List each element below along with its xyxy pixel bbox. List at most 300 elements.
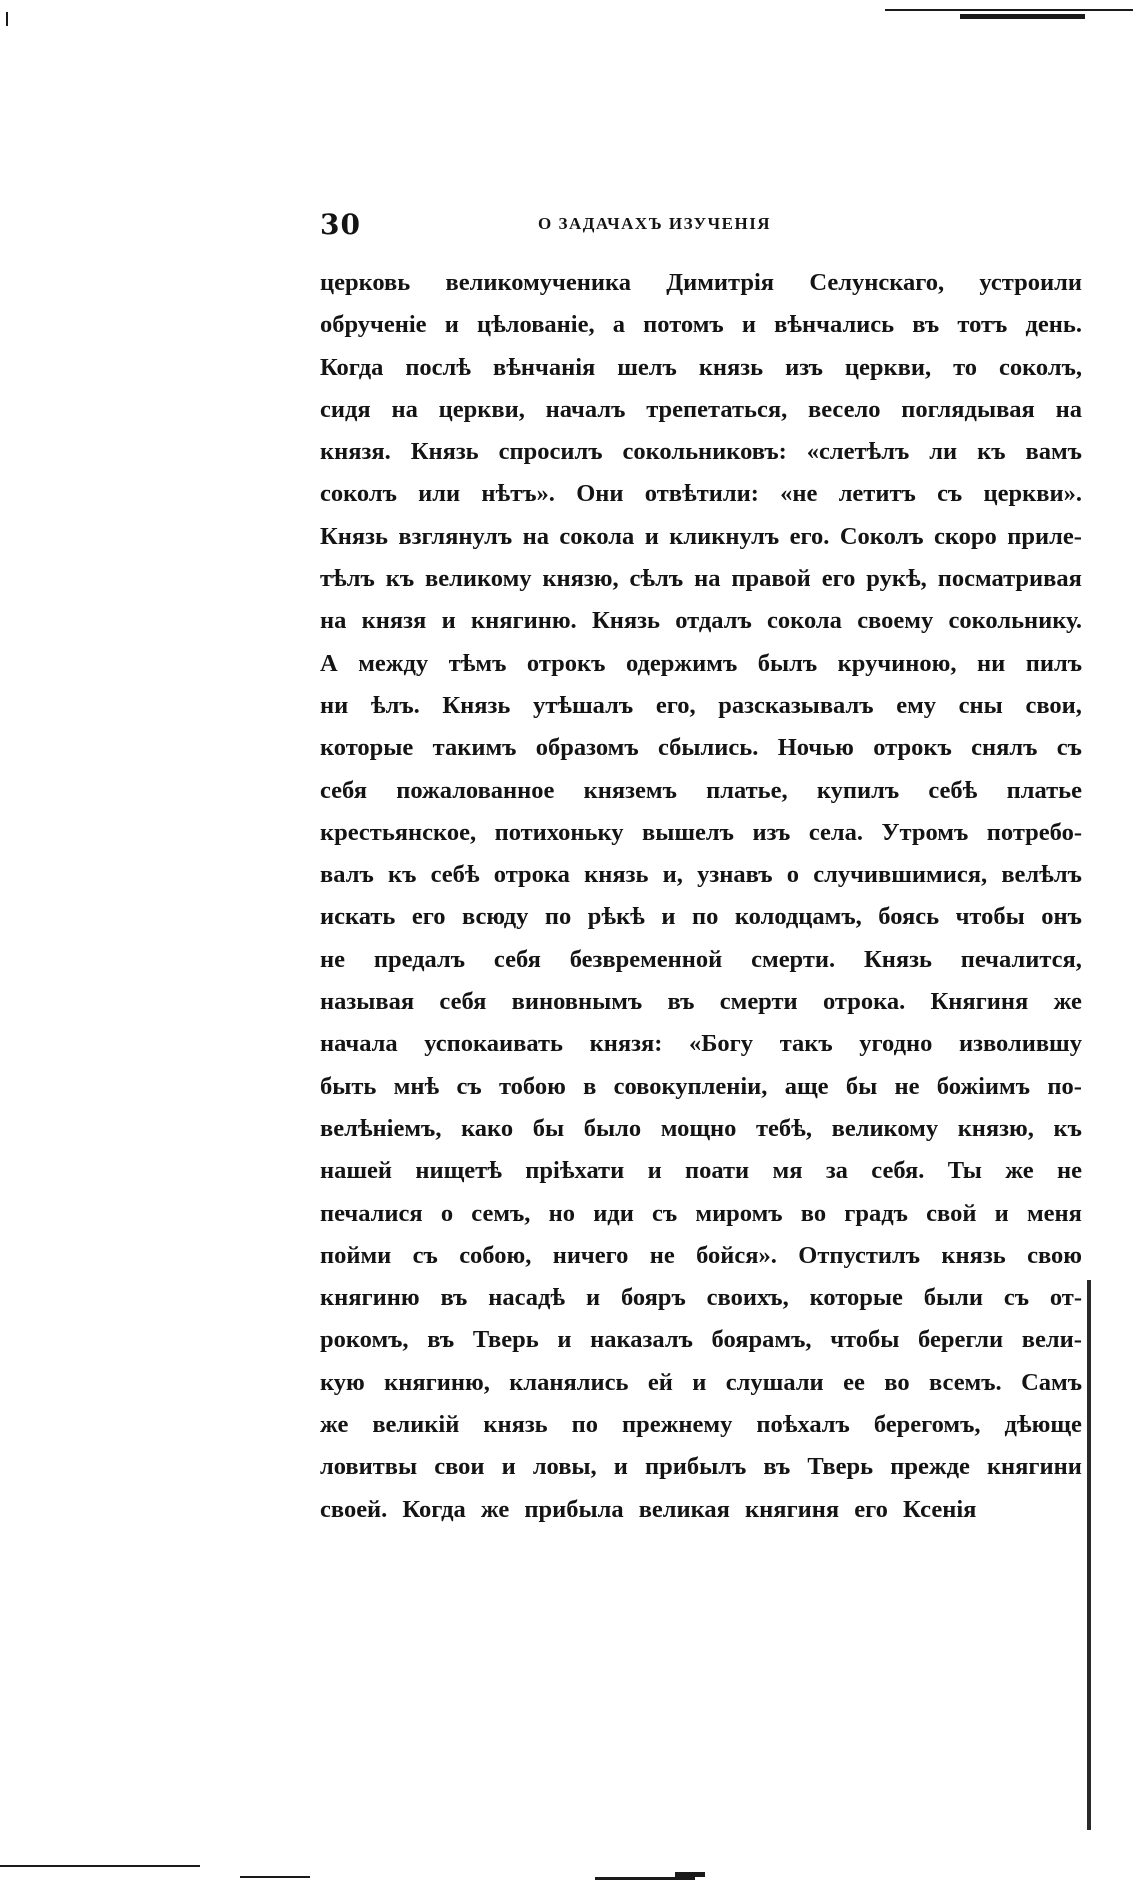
text-word: себя. xyxy=(871,1157,925,1185)
text-line xyxy=(320,1150,1082,1192)
text-word: наказалъ xyxy=(590,1326,693,1354)
text-word: нѣтъ». xyxy=(481,480,555,508)
text-word: Они xyxy=(576,480,624,508)
scan-artifact-line xyxy=(675,1872,705,1877)
text-line xyxy=(320,981,1082,1023)
text-word: совокупленіи, xyxy=(613,1072,768,1100)
text-word: боясь xyxy=(878,903,940,931)
text-line xyxy=(320,1277,1082,1319)
text-word: князю, xyxy=(957,1114,1034,1142)
text-word: его. xyxy=(789,522,830,550)
text-word: на xyxy=(522,522,549,550)
text-word: за xyxy=(825,1157,848,1185)
text-line xyxy=(320,516,1082,558)
text-word: Княгиня xyxy=(930,988,1029,1016)
text-word: княгиню, xyxy=(384,1368,490,1396)
text-word: слушали xyxy=(725,1368,824,1396)
text-word: велѣніемъ, xyxy=(320,1114,442,1142)
text-word: в xyxy=(583,1072,597,1100)
text-word: свои, xyxy=(1025,691,1082,719)
text-word: вели- xyxy=(1021,1326,1082,1354)
text-word: съ xyxy=(1003,1284,1030,1312)
text-word: а xyxy=(612,311,625,339)
text-word: иди xyxy=(593,1199,634,1227)
text-word: рѣкѣ xyxy=(587,903,645,931)
text-word: своему xyxy=(857,607,934,635)
text-word: отрокъ xyxy=(873,734,952,762)
text-word: и xyxy=(444,311,459,339)
text-word: же xyxy=(320,1411,349,1439)
text-word: князь xyxy=(941,1241,1006,1269)
text-word: сны xyxy=(958,691,1003,719)
text-line xyxy=(320,770,1082,812)
text-word: поглядывая xyxy=(901,395,1035,423)
text-word: весело xyxy=(808,395,881,423)
text-word: пилъ xyxy=(1025,649,1082,677)
text-word: и xyxy=(661,903,676,931)
text-word: тѣлъ xyxy=(320,565,375,593)
text-word: спросилъ xyxy=(498,438,603,466)
running-head: О ЗАДАЧАХЪ ИЗУЧЕНІЯ xyxy=(538,214,772,233)
text-word: между xyxy=(358,649,429,677)
text-word: взглянулъ xyxy=(398,522,513,550)
text-word: потомъ xyxy=(643,311,724,339)
text-word: себя xyxy=(320,776,367,804)
text-word: княземъ xyxy=(583,776,677,804)
text-word: на xyxy=(320,607,347,635)
text-word: Князь xyxy=(320,522,388,550)
text-word: себѣ xyxy=(928,776,978,804)
text-line xyxy=(320,1193,1082,1235)
text-word: князя. xyxy=(320,438,391,466)
text-word: цѣлованіе, xyxy=(476,311,595,339)
text-word: мя xyxy=(772,1157,803,1185)
text-word: быть xyxy=(320,1072,377,1100)
text-word: прибылъ xyxy=(644,1453,747,1481)
text-word: на xyxy=(694,565,721,593)
text-word: всемъ. xyxy=(928,1368,1002,1396)
text-word: съ xyxy=(652,1199,678,1227)
text-word: крестьянское, xyxy=(320,818,477,846)
text-word: съ xyxy=(456,1072,482,1100)
text-word: великому xyxy=(831,1114,939,1142)
text-word: села. xyxy=(808,818,864,846)
text-word: Тверь xyxy=(472,1326,539,1354)
scan-artifact-line xyxy=(595,1877,695,1880)
text-word: въ xyxy=(427,1326,455,1354)
text-word: княгиню xyxy=(320,1284,420,1312)
text-word: Тверь xyxy=(807,1453,874,1481)
text-word: кликнулъ xyxy=(669,522,780,550)
text-word: и xyxy=(613,1453,628,1481)
text-word: отрока. xyxy=(822,988,906,1016)
text-word: отдалъ xyxy=(675,607,752,635)
text-word: аще xyxy=(784,1072,829,1100)
text-word: Князь xyxy=(442,691,511,719)
text-word: скоро xyxy=(934,522,997,550)
text-word: князь xyxy=(584,861,649,889)
text-word: сокола xyxy=(559,522,635,550)
text-word: одержимъ xyxy=(625,649,738,677)
page-header xyxy=(320,208,1060,248)
text-word: послѣ xyxy=(405,353,472,381)
text-word: потребо- xyxy=(986,818,1082,846)
text-line xyxy=(320,1404,1082,1446)
text-word: колодцамъ, xyxy=(734,903,862,931)
text-word: изъ xyxy=(785,353,823,381)
text-word: вѣнчались xyxy=(774,311,895,339)
text-word: валъ xyxy=(320,861,374,889)
text-word: о xyxy=(440,1199,454,1227)
text-word: «слетѣлъ xyxy=(806,438,910,466)
text-word: кручиною, xyxy=(837,649,957,677)
text-line xyxy=(320,727,1082,769)
scan-artifact-line xyxy=(960,14,1085,19)
text-word: сбылись. xyxy=(657,734,759,762)
text-word: не xyxy=(320,945,345,973)
text-word: всюду xyxy=(461,903,529,931)
text-word: разсказывалъ xyxy=(718,691,874,719)
text-line xyxy=(320,1023,1082,1065)
text-word: нищетѣ xyxy=(415,1157,502,1185)
text-word: печалися xyxy=(320,1199,423,1227)
text-word: въ xyxy=(440,1284,468,1312)
text-word: князю, xyxy=(542,565,619,593)
text-word: княгиню. xyxy=(470,607,577,635)
text-word: снялъ xyxy=(971,734,1038,762)
text-word: изволившу xyxy=(959,1030,1082,1058)
text-word: которые xyxy=(809,1284,903,1312)
text-word: и xyxy=(741,311,756,339)
text-word: ловы, xyxy=(532,1453,597,1481)
page-number: 30 xyxy=(320,208,361,241)
text-word: Отпустилъ xyxy=(798,1241,921,1269)
text-word: чтобы xyxy=(830,1326,900,1354)
text-word: съ xyxy=(412,1241,438,1269)
text-word: по- xyxy=(1047,1072,1082,1100)
text-word: по xyxy=(544,903,572,931)
text-word: бы xyxy=(845,1072,878,1100)
text-word: предалъ xyxy=(373,945,466,973)
text-word: рокомъ, xyxy=(320,1326,409,1354)
text-word: князя: xyxy=(589,1030,663,1058)
text-word: платье xyxy=(1006,776,1082,804)
text-word: кланялись xyxy=(509,1368,629,1396)
text-word: и xyxy=(585,1284,601,1312)
text-word: сѣлъ xyxy=(629,565,684,593)
text-word: его xyxy=(411,903,446,931)
text-word: шелъ xyxy=(617,353,677,381)
text-word: себя xyxy=(493,945,541,973)
text-word: Димитрія xyxy=(666,269,775,296)
text-word: нашей xyxy=(320,1157,393,1185)
text-word: Князь xyxy=(591,607,660,635)
text-word: къ xyxy=(1053,1114,1082,1142)
text-word: чтобы xyxy=(955,903,1025,931)
text-word: было xyxy=(583,1114,642,1142)
text-word: «Богу xyxy=(688,1030,754,1058)
text-word: божіимъ xyxy=(936,1072,1031,1100)
text-word: Соколъ xyxy=(839,522,924,550)
text-word: ее xyxy=(843,1368,865,1396)
text-word: и xyxy=(501,1453,516,1481)
text-word: обрученіе xyxy=(320,311,427,339)
text-word: князь xyxy=(483,1411,548,1439)
text-line xyxy=(320,643,1082,685)
text-line xyxy=(320,896,1082,938)
text-word: насадѣ xyxy=(488,1284,566,1312)
text-word: рукѣ, xyxy=(866,565,927,593)
text-word: Самъ xyxy=(1021,1368,1082,1396)
text-word: миромъ xyxy=(695,1199,783,1227)
text-line xyxy=(320,1446,1082,1488)
text-line xyxy=(320,262,1082,304)
text-word: летитъ xyxy=(838,480,916,508)
text-word: боярамъ, xyxy=(711,1326,812,1354)
scan-artifact-line xyxy=(240,1876,310,1878)
text-word: по xyxy=(692,903,719,931)
text-word: называя xyxy=(320,988,415,1016)
text-word: начала xyxy=(320,1030,398,1058)
scan-artifact-line xyxy=(885,9,1133,11)
text-word: пожалованное xyxy=(396,776,555,804)
text-word: потихоньку xyxy=(494,818,624,846)
text-line xyxy=(320,685,1082,727)
text-line xyxy=(320,600,1082,642)
text-word: бояръ xyxy=(620,1284,686,1312)
text-word: вышелъ xyxy=(642,818,734,846)
text-word: то xyxy=(953,353,978,381)
text-word: ничего xyxy=(552,1241,629,1269)
text-word: бойся». xyxy=(696,1241,777,1269)
text-word: «не xyxy=(780,480,818,508)
text-word: въ xyxy=(763,1453,791,1481)
text-line xyxy=(320,473,1082,515)
text-word: правой xyxy=(731,565,811,593)
text-word: ему xyxy=(896,691,937,719)
text-word: же xyxy=(1005,1157,1034,1185)
text-word: ловитвы xyxy=(320,1453,418,1481)
scan-artifact-edge xyxy=(1087,1280,1091,1830)
text-word: его, xyxy=(655,691,696,719)
text-word: но xyxy=(548,1199,575,1227)
text-word: къ xyxy=(977,438,1006,466)
text-word: ли xyxy=(929,438,958,466)
text-word: отвѣтили: xyxy=(644,480,759,508)
text-word: не xyxy=(1056,1157,1082,1185)
text-line xyxy=(320,812,1082,854)
text-word: соколъ xyxy=(320,480,397,508)
text-word: от- xyxy=(1049,1284,1082,1312)
text-word: церкви, xyxy=(844,353,932,381)
text-word: сокола xyxy=(767,607,842,635)
text-word: въ xyxy=(912,311,940,339)
text-word: или xyxy=(418,480,461,508)
text-word: такъ xyxy=(779,1030,833,1058)
text-word: вамъ xyxy=(1025,438,1082,466)
text-word: искать xyxy=(320,903,396,931)
text-word: князь xyxy=(698,353,764,381)
text-line: своей. Когда же прибыла великая княгиня его Ксенія xyxy=(320,1495,977,1523)
text-word: о xyxy=(786,861,799,889)
text-word: княгини xyxy=(986,1453,1082,1481)
text-word: церкви, xyxy=(438,395,525,423)
text-word: Утромъ xyxy=(881,818,969,846)
text-word: церкви». xyxy=(983,480,1082,508)
text-word: отрокъ xyxy=(526,649,606,677)
text-word: онъ xyxy=(1041,903,1082,931)
text-word: и xyxy=(692,1368,707,1396)
text-line xyxy=(320,558,1082,600)
text-word: А xyxy=(320,649,338,677)
text-word: бы xyxy=(532,1114,565,1142)
text-word: платье, xyxy=(706,776,788,804)
text-line xyxy=(320,1108,1082,1150)
text-word: меня xyxy=(1026,1199,1082,1227)
text-word: сидя xyxy=(320,395,371,423)
text-word: Князь xyxy=(864,945,932,973)
text-word: угодно xyxy=(859,1030,933,1058)
text-word: вѣнчанія xyxy=(492,353,596,381)
text-word: себѣ xyxy=(430,861,480,889)
text-word: свою xyxy=(1027,1241,1082,1269)
text-word: такимъ xyxy=(432,734,517,762)
text-word: былъ xyxy=(757,649,818,677)
text-word: въ xyxy=(667,988,695,1016)
text-word: тотъ xyxy=(957,311,1008,339)
text-word: трепетаться, xyxy=(646,395,788,423)
text-word: узнавъ xyxy=(697,861,773,889)
text-line xyxy=(320,1066,1082,1108)
text-word: прежнему xyxy=(622,1411,733,1439)
text-word: на xyxy=(391,395,418,423)
text-word: семъ, xyxy=(471,1199,531,1227)
text-word: къ xyxy=(385,565,415,593)
text-word: и xyxy=(647,1157,662,1185)
text-word: Когда xyxy=(320,353,384,381)
text-word: не xyxy=(894,1072,920,1100)
text-word: и xyxy=(441,607,456,635)
text-word: церковь xyxy=(320,269,411,296)
text-word: устроили xyxy=(979,269,1082,296)
text-word: великій xyxy=(372,1411,460,1439)
text-word: сокольниковъ: xyxy=(622,438,787,466)
text-word: и, xyxy=(662,861,683,889)
text-word: мощно xyxy=(660,1114,737,1142)
text-word: берегомъ, xyxy=(873,1411,981,1439)
text-word: собою, xyxy=(459,1241,532,1269)
text-word: смерти xyxy=(719,988,798,1016)
text-word: утѣшалъ xyxy=(533,691,634,719)
text-word: ни xyxy=(320,691,349,719)
text-line xyxy=(320,347,1082,389)
text-word: прежде xyxy=(890,1453,970,1481)
text-word: на xyxy=(1055,395,1082,423)
text-word: съ xyxy=(1056,734,1082,762)
body-text xyxy=(320,262,1082,1531)
text-word: не xyxy=(649,1241,675,1269)
text-line xyxy=(320,939,1082,981)
text-word: сокольнику. xyxy=(948,607,1082,635)
text-word: во xyxy=(800,1199,827,1227)
text-word: пойми xyxy=(320,1241,392,1269)
text-word: велѣлъ xyxy=(1001,861,1082,889)
text-word: свои xyxy=(434,1453,485,1481)
text-word: по xyxy=(571,1411,599,1439)
text-word: градъ xyxy=(844,1199,908,1227)
text-word: свой xyxy=(926,1199,977,1227)
text-word: посматривая xyxy=(937,565,1082,593)
text-line xyxy=(320,1362,1082,1404)
text-word: тебѣ, xyxy=(755,1114,812,1142)
text-word: были xyxy=(923,1284,983,1312)
text-word: кую xyxy=(320,1368,365,1396)
text-line xyxy=(320,1319,1082,1361)
text-word: великомученика xyxy=(445,269,631,296)
text-word: ей xyxy=(647,1368,673,1396)
text-word: дѣюще xyxy=(1004,1411,1082,1439)
text-word: Селунскаго, xyxy=(809,269,945,296)
text-word: къ xyxy=(387,861,417,889)
text-line xyxy=(320,1235,1082,1277)
text-word: поати xyxy=(685,1157,750,1185)
text-word: како xyxy=(461,1114,514,1142)
text-line xyxy=(320,304,1082,346)
text-word: мнѣ xyxy=(393,1072,440,1100)
text-word: тобою xyxy=(498,1072,566,1100)
text-word: пріѣхати xyxy=(525,1157,625,1185)
text-word: соколъ, xyxy=(999,353,1082,381)
text-word: и xyxy=(557,1326,572,1354)
text-word: смерти. xyxy=(751,945,836,973)
text-word: во xyxy=(884,1368,910,1396)
text-word: началъ xyxy=(545,395,626,423)
text-word: и xyxy=(644,522,659,550)
text-word: ѣлъ. xyxy=(370,691,420,719)
text-word: ни xyxy=(977,649,1006,677)
text-word: и xyxy=(994,1199,1009,1227)
text-word: день. xyxy=(1025,311,1082,339)
text-word: успокаивать xyxy=(424,1030,563,1058)
text-word: Князь xyxy=(410,438,479,466)
text-word: купилъ xyxy=(816,776,900,804)
text-word: поѣхалъ xyxy=(756,1411,850,1439)
text-word: которые xyxy=(320,734,414,762)
scan-artifact-tick xyxy=(6,12,8,26)
text-word: образомъ xyxy=(535,734,639,762)
text-line xyxy=(320,431,1082,473)
text-word: великому xyxy=(425,565,532,593)
text-word: князя xyxy=(361,607,427,635)
text-word: же xyxy=(1053,988,1082,1016)
scan-artifact-line xyxy=(0,1865,200,1867)
text-word: Ты xyxy=(947,1157,982,1185)
text-word: отрока xyxy=(493,861,570,889)
text-word: своихъ, xyxy=(706,1284,789,1312)
text-word: его xyxy=(821,565,856,593)
text-word: тѣмъ xyxy=(448,649,507,677)
text-word: случившимися, xyxy=(813,861,988,889)
text-word: Ночью xyxy=(777,734,854,762)
text-word: съ xyxy=(937,480,963,508)
text-word: берегли xyxy=(918,1326,1004,1354)
text-line xyxy=(320,389,1082,431)
text-word: печалится, xyxy=(960,945,1082,973)
text-word: безвременной xyxy=(569,945,723,973)
text-word: виновнымъ xyxy=(511,988,643,1016)
text-word: себя xyxy=(439,988,487,1016)
text-word: приле- xyxy=(1007,522,1082,550)
